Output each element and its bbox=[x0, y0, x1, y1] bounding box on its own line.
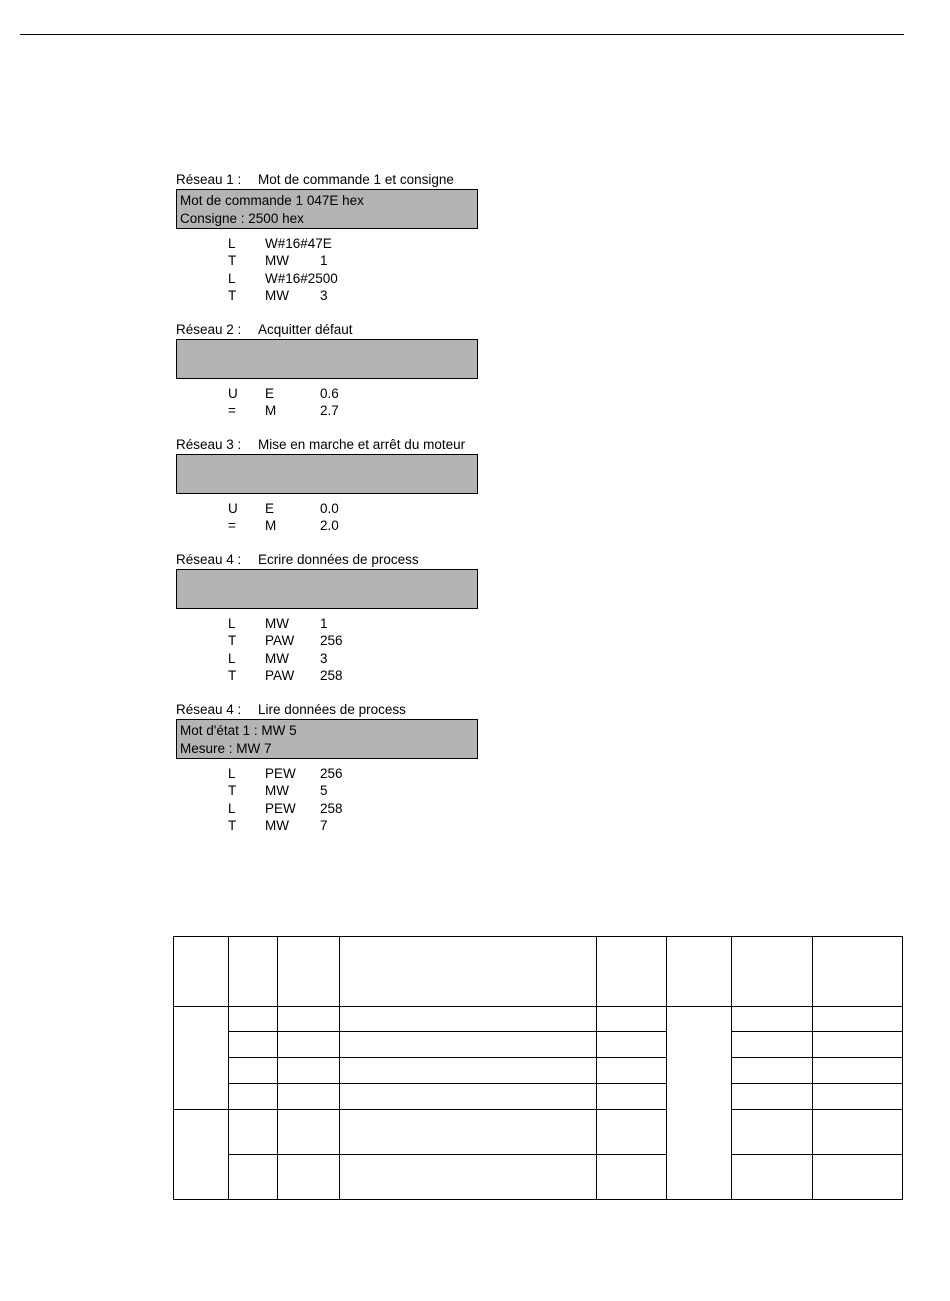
instruction-row bbox=[176, 402, 496, 419]
table-cell bbox=[340, 1007, 597, 1032]
instruction-address: 256 bbox=[320, 766, 343, 781]
network-comment-box bbox=[176, 189, 478, 229]
instruction-op: L bbox=[228, 650, 236, 666]
table-row bbox=[174, 1084, 903, 1110]
table-cell bbox=[278, 1058, 340, 1084]
instruction-operand: MW bbox=[265, 616, 289, 631]
instruction-row bbox=[176, 667, 496, 684]
instruction-operand: PEW bbox=[265, 766, 296, 781]
network-comment-box bbox=[176, 339, 478, 379]
instruction-operand: E bbox=[265, 501, 275, 516]
instruction-list bbox=[176, 765, 496, 834]
instruction-row bbox=[176, 287, 496, 304]
network-3 bbox=[176, 437, 496, 535]
instruction-row bbox=[176, 252, 496, 269]
instruction-op: T bbox=[228, 783, 237, 799]
network-comment-box bbox=[176, 569, 478, 609]
instruction-row bbox=[176, 800, 496, 817]
instruction-operand: E bbox=[265, 386, 275, 401]
instruction-operand: PEW bbox=[265, 800, 296, 816]
instruction-row bbox=[176, 615, 496, 632]
table-cell bbox=[340, 937, 597, 1007]
table-cell bbox=[813, 937, 903, 1007]
table-cell bbox=[340, 1032, 597, 1058]
instruction-address: 258 bbox=[320, 667, 343, 683]
table-cell bbox=[340, 1084, 597, 1110]
table-cell bbox=[229, 1084, 278, 1110]
table-cell bbox=[813, 1058, 903, 1084]
table-cell bbox=[278, 937, 340, 1007]
table-cell bbox=[229, 1007, 278, 1032]
instruction-operand: MW bbox=[265, 783, 289, 799]
instruction-row bbox=[176, 765, 496, 782]
network-title: Ecrire données de process bbox=[258, 552, 419, 567]
instruction-row bbox=[176, 650, 496, 667]
instruction-list bbox=[176, 385, 496, 420]
network-number: Réseau 1 : bbox=[176, 172, 242, 187]
instruction-op: L bbox=[228, 270, 236, 286]
instruction-address: 2.0 bbox=[320, 518, 339, 534]
network-header bbox=[176, 702, 496, 718]
table-cell bbox=[340, 1110, 597, 1155]
instruction-op: T bbox=[228, 253, 237, 269]
instruction-operand: PAW bbox=[265, 667, 295, 683]
table-cell bbox=[813, 1007, 903, 1032]
instruction-address: 7 bbox=[320, 817, 328, 833]
instruction-row bbox=[176, 500, 496, 517]
table-cell bbox=[174, 1110, 229, 1200]
table-cell bbox=[732, 1155, 813, 1200]
instruction-list bbox=[176, 500, 496, 535]
instruction-operand: W#16#2500 bbox=[265, 270, 338, 286]
table-cell bbox=[278, 1155, 340, 1200]
instruction-operand: MW bbox=[265, 253, 289, 269]
network-number: Réseau 2 : bbox=[176, 322, 242, 337]
network-number: Réseau 4 : bbox=[176, 702, 242, 717]
instruction-operand: MW bbox=[265, 287, 289, 303]
header-rule bbox=[20, 34, 904, 35]
network-4-read bbox=[176, 702, 496, 834]
instruction-address: 256 bbox=[320, 633, 343, 649]
instruction-op: = bbox=[228, 518, 236, 534]
table-cell bbox=[278, 1110, 340, 1155]
table-cell bbox=[229, 1155, 278, 1200]
instruction-row bbox=[176, 817, 496, 834]
instruction-row bbox=[176, 385, 496, 402]
instruction-address: 1 bbox=[320, 616, 328, 631]
table-cell bbox=[229, 937, 278, 1007]
instruction-op: T bbox=[228, 287, 237, 303]
instruction-row bbox=[176, 270, 496, 287]
instruction-address: 0.0 bbox=[320, 501, 339, 516]
table-cell bbox=[813, 1032, 903, 1058]
table-cell bbox=[813, 1110, 903, 1155]
table-cell bbox=[597, 1155, 667, 1200]
table-cell bbox=[597, 937, 667, 1007]
table-cell bbox=[732, 1007, 813, 1032]
instruction-op: U bbox=[228, 386, 238, 401]
network-title: Mot de commande 1 et consigne bbox=[258, 172, 454, 187]
instruction-row bbox=[176, 517, 496, 534]
comment-line: Consigne : 2500 hex bbox=[180, 211, 304, 226]
instruction-row bbox=[176, 632, 496, 649]
table-cell bbox=[597, 1007, 667, 1032]
network-comment-box bbox=[176, 719, 478, 759]
comment-line: Mesure : MW 7 bbox=[180, 741, 272, 756]
instruction-op: U bbox=[228, 501, 238, 516]
table-header-row bbox=[174, 937, 903, 1007]
table-cell bbox=[597, 1032, 667, 1058]
instruction-list bbox=[176, 615, 496, 684]
table-row bbox=[174, 1110, 903, 1155]
table-cell bbox=[278, 1007, 340, 1032]
table-cell bbox=[597, 1084, 667, 1110]
instruction-address: 1 bbox=[320, 253, 328, 269]
network-2 bbox=[176, 322, 496, 420]
instruction-operand: MW bbox=[265, 650, 289, 666]
comment-line: Mot de commande 1 047E hex bbox=[180, 193, 364, 208]
instruction-op: L bbox=[228, 236, 236, 251]
instruction-op: = bbox=[228, 403, 236, 419]
table-cell bbox=[732, 1110, 813, 1155]
instruction-list bbox=[176, 235, 496, 304]
instruction-operand: PAW bbox=[265, 633, 295, 649]
instruction-op: T bbox=[228, 633, 237, 649]
table-cell bbox=[732, 1032, 813, 1058]
table-cell bbox=[174, 1007, 229, 1110]
network-comment-box bbox=[176, 454, 478, 494]
table-cell bbox=[278, 1032, 340, 1058]
instruction-row bbox=[176, 235, 496, 252]
instruction-address: 258 bbox=[320, 800, 343, 816]
network-header bbox=[176, 172, 496, 188]
instruction-address: 3 bbox=[320, 287, 328, 303]
instruction-operand: M bbox=[265, 518, 277, 534]
table-cell bbox=[732, 1058, 813, 1084]
table-cell bbox=[667, 937, 732, 1007]
network-number: Réseau 4 : bbox=[176, 552, 242, 567]
table-row bbox=[174, 1007, 903, 1032]
table-cell bbox=[340, 1155, 597, 1200]
table-cell bbox=[174, 937, 229, 1007]
instruction-op: L bbox=[228, 616, 236, 631]
network-header bbox=[176, 552, 496, 568]
table-cell bbox=[229, 1032, 278, 1058]
network-header bbox=[176, 322, 496, 338]
table-cell bbox=[278, 1084, 340, 1110]
comment-line: Mot d'état 1 : MW 5 bbox=[180, 723, 297, 738]
table-row bbox=[174, 1058, 903, 1084]
instruction-row bbox=[176, 782, 496, 799]
table-row bbox=[174, 1155, 903, 1200]
table-cell bbox=[813, 1155, 903, 1200]
instruction-operand: MW bbox=[265, 817, 289, 833]
instruction-address: 3 bbox=[320, 650, 328, 666]
empty-grid-table bbox=[173, 936, 903, 1200]
instruction-address: 2.7 bbox=[320, 403, 339, 419]
network-4-write bbox=[176, 552, 496, 684]
network-number: Réseau 3 : bbox=[176, 437, 242, 452]
instruction-op: L bbox=[228, 800, 236, 816]
instruction-op: L bbox=[228, 766, 236, 781]
table-cell bbox=[229, 1058, 278, 1084]
instruction-address: 5 bbox=[320, 783, 328, 799]
instruction-address: 0.6 bbox=[320, 386, 339, 401]
network-1 bbox=[176, 172, 496, 304]
network-header bbox=[176, 437, 496, 453]
instruction-operand: M bbox=[265, 403, 277, 419]
network-title: Lire données de process bbox=[258, 702, 406, 717]
table-cell bbox=[732, 1084, 813, 1110]
table-cell bbox=[813, 1084, 903, 1110]
network-title: Mise en marche et arrêt du moteur bbox=[258, 437, 466, 452]
instruction-op: T bbox=[228, 817, 237, 833]
table-row bbox=[174, 1032, 903, 1058]
table-cell bbox=[597, 1110, 667, 1155]
table-cell bbox=[340, 1058, 597, 1084]
table-cell bbox=[732, 937, 813, 1007]
network-title: Acquitter défaut bbox=[258, 322, 353, 337]
table-cell bbox=[597, 1058, 667, 1084]
table-cell bbox=[229, 1110, 278, 1155]
instruction-op: T bbox=[228, 667, 237, 683]
table-cell bbox=[667, 1007, 732, 1200]
instruction-operand: W#16#47E bbox=[265, 236, 332, 251]
